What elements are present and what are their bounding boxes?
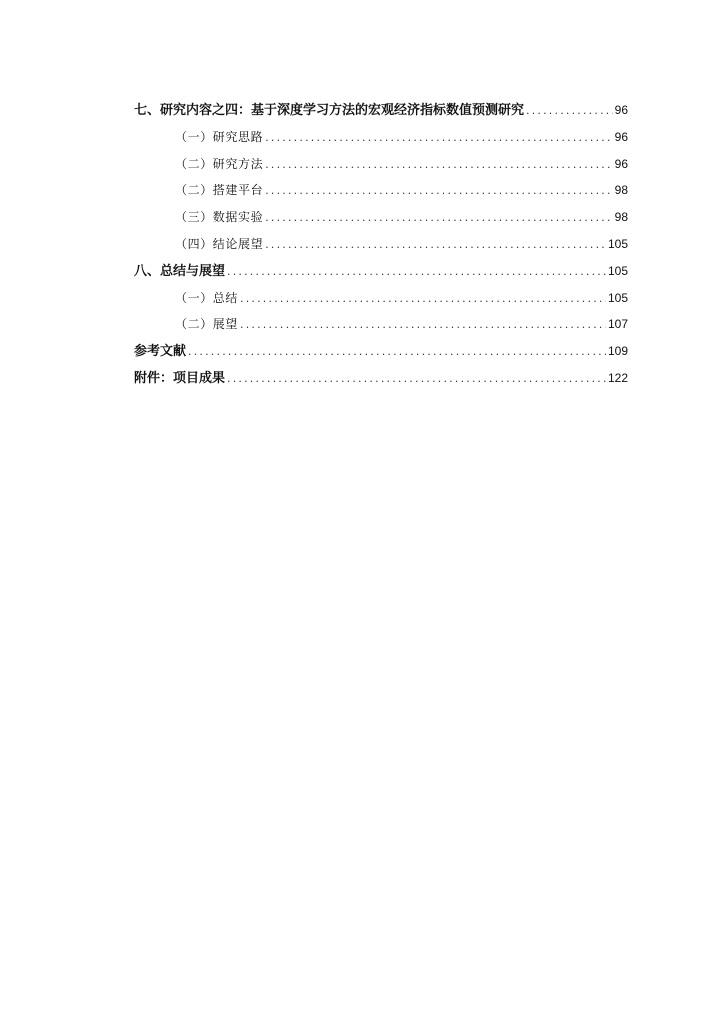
toc-entry-title: （一）研究思路 xyxy=(175,129,264,144)
toc-dot-leader xyxy=(265,152,612,179)
toc-dot-leader xyxy=(227,366,606,393)
toc-page-number: 105 xyxy=(607,236,628,251)
toc-entry-title: 八、总结与展望 xyxy=(134,263,226,279)
toc-page-number: 122 xyxy=(607,370,628,385)
toc-entry-section-7-3[interactable] xyxy=(134,177,628,204)
toc-entry-chapter-8[interactable] xyxy=(134,258,628,285)
toc-dot-leader xyxy=(227,259,606,286)
toc-entry-title: （二）研究方法 xyxy=(175,156,264,171)
toc-page-number: 109 xyxy=(607,344,628,359)
toc-entry-title: （一）总结 xyxy=(175,290,239,305)
toc-entry-title: （三）数据实验 xyxy=(175,210,264,225)
toc-page-number: 107 xyxy=(607,317,628,332)
toc-dot-leader xyxy=(526,98,613,125)
toc-entry-title: 附件：项目成果 xyxy=(134,370,226,386)
toc-entry-appendix[interactable] xyxy=(134,365,628,392)
toc-entry-title: 参考文献 xyxy=(134,344,187,360)
toc-entry-section-7-1[interactable] xyxy=(134,124,628,151)
toc-entry-section-7-2[interactable] xyxy=(134,151,628,178)
toc-entry-title: （二）搭建平台 xyxy=(175,183,264,198)
toc-entry-section-7-5[interactable] xyxy=(134,231,628,258)
toc-page-number: 105 xyxy=(607,263,628,278)
toc-page-number: 96 xyxy=(614,103,628,117)
toc-dot-leader xyxy=(265,205,612,232)
toc-page-number: 98 xyxy=(614,183,628,198)
table-of-contents xyxy=(134,97,628,392)
toc-dot-leader xyxy=(240,312,606,339)
toc-entry-section-8-1[interactable] xyxy=(134,285,628,312)
toc-dot-leader xyxy=(265,232,606,259)
toc-dot-leader xyxy=(240,286,606,313)
toc-entry-chapter-7[interactable] xyxy=(134,97,628,124)
toc-entry-section-8-2[interactable] xyxy=(134,311,628,338)
toc-dot-leader xyxy=(265,178,612,205)
toc-entry-title: （四）结论展望 xyxy=(175,236,264,251)
toc-dot-leader xyxy=(265,125,612,152)
toc-entry-title: （二）展望 xyxy=(175,317,239,332)
toc-page-number: 98 xyxy=(614,210,628,225)
toc-dot-leader xyxy=(188,339,606,366)
toc-entry-section-7-4[interactable] xyxy=(134,204,628,231)
toc-entry-title: 七、研究内容之四：基于深度学习方法的宏观经济指标数值预测研究 xyxy=(134,103,525,118)
toc-page-number: 96 xyxy=(614,156,628,171)
toc-page-number: 96 xyxy=(614,129,628,144)
toc-page-number: 105 xyxy=(607,290,628,305)
toc-entry-references[interactable] xyxy=(134,338,628,365)
